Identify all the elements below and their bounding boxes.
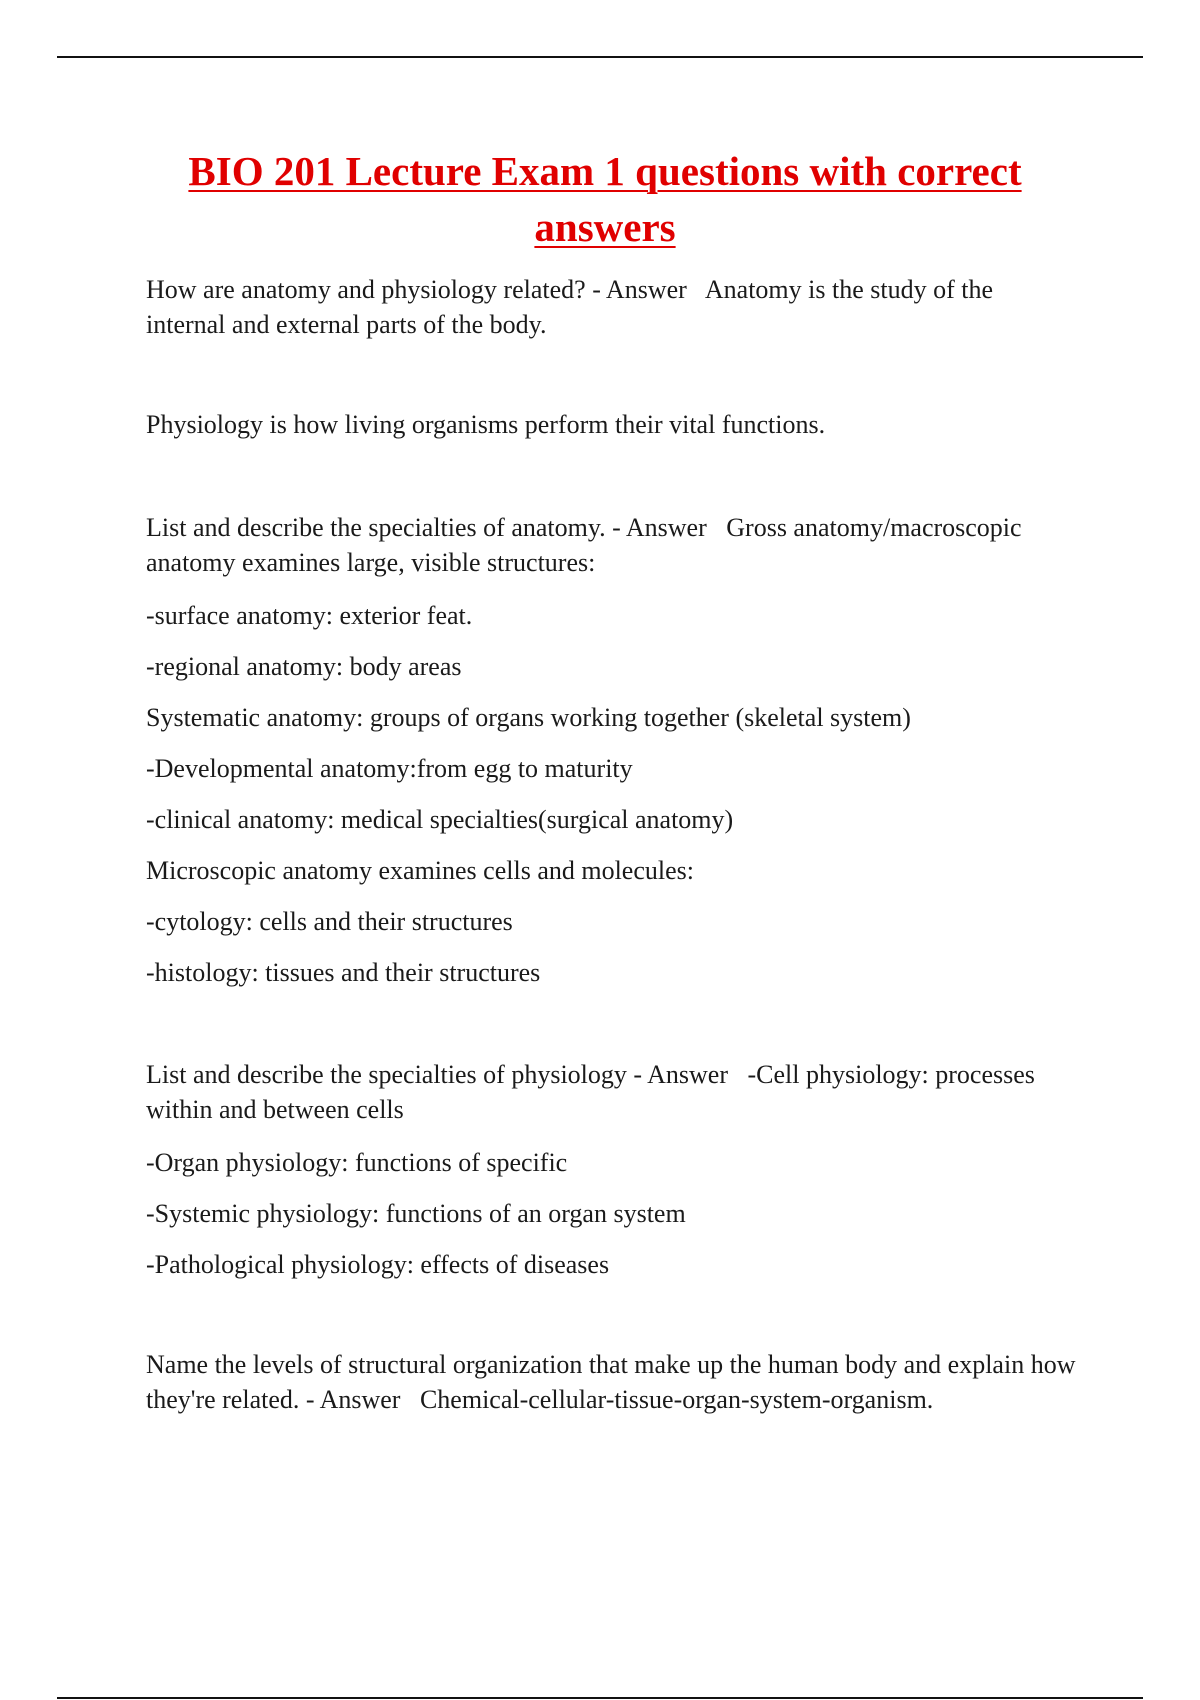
- list-item: -regional anatomy: body areas: [146, 652, 462, 681]
- list-item: -histology: tissues and their structures: [146, 958, 541, 987]
- list-item: -Systemic physiology: functions of an organ system: [146, 1199, 686, 1228]
- question-text: How are anatomy and physiology related? - Answer: [146, 275, 687, 304]
- list-item: -Developmental anatomy:from egg to maturity: [146, 754, 633, 783]
- list-item: Microscopic anatomy examines cells and molecules:: [146, 856, 694, 885]
- answer-text: Anatomy is the study of the internal and external parts of the body.: [146, 275, 994, 339]
- list-item: Systematic anatomy: groups of organs working together (skeletal system): [146, 703, 911, 732]
- question-text: List and describe the specialties of physiology - Answer: [146, 1060, 728, 1089]
- list-item: -surface anatomy: exterior feat.: [146, 601, 473, 630]
- top-rule: [57, 56, 1143, 58]
- bottom-rule: [57, 1697, 1143, 1699]
- question-text: Name the levels of structural organization that make up the human body and explain how they're related. - Answer: [146, 1350, 1076, 1414]
- list-item: -Organ physiology: functions of specific: [146, 1148, 568, 1177]
- question-text: List and describe the specialties of anatomy. - Answer: [146, 513, 707, 542]
- document-title: BIO 201 Lecture Exam 1 questions with correct answers: [188, 148, 1022, 250]
- qa-block-structural-organization: [146, 1347, 1076, 1417]
- answer-text: Chemical-cellular-tissue-organ-system-organism.: [419, 1385, 934, 1414]
- qa-block-physiology-specialties: [146, 1057, 1076, 1127]
- paragraph: Physiology is how living organisms perform their vital functions.: [146, 410, 826, 439]
- qa-block-anatomy-specialties: [146, 510, 1076, 580]
- list-item: -Pathological physiology: effects of diseases: [146, 1250, 610, 1279]
- list-item: -clinical anatomy: medical specialties(surgical anatomy): [146, 805, 734, 834]
- answer-text: Gross anatomy/macroscopic anatomy examines large, visible structures:: [146, 513, 1022, 577]
- qa-block-anatomy-physiology: [146, 272, 1076, 342]
- list-item: -cytology: cells and their structures: [146, 907, 513, 936]
- answer-text: -Cell physiology: processes within and between cells: [146, 1060, 1035, 1124]
